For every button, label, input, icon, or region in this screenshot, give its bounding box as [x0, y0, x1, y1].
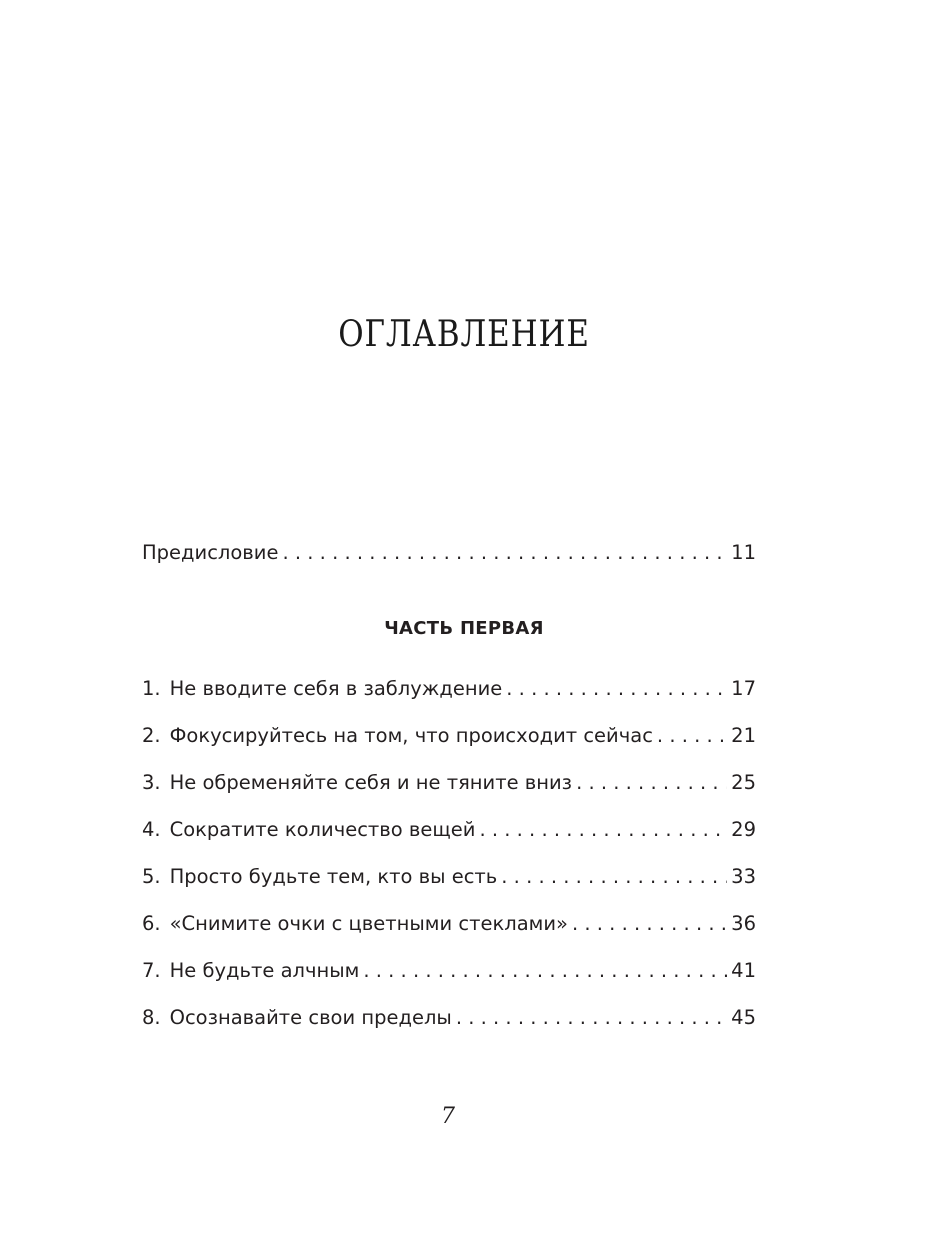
toc-entry-label: Не будьте алчным — [169, 959, 360, 982]
toc-entry-chapter-4[interactable] — [142, 818, 756, 842]
toc-entry-page: 33 — [731, 865, 756, 888]
dot-leader — [572, 912, 727, 936]
dot-leader — [479, 818, 727, 842]
toc-entry-label: Сократите количество вещей — [169, 818, 476, 841]
toc-entry-label: Фокусируйтесь на том, что происходит сейчас — [169, 724, 653, 747]
toc-entry-number: 8. — [142, 1006, 161, 1029]
toc-entry-chapter-6[interactable] — [142, 912, 756, 936]
toc-entry-number: 7. — [142, 959, 161, 982]
dot-leader — [657, 724, 727, 748]
toc-entry-page: 29 — [731, 818, 756, 841]
toc-entry-chapter-1[interactable] — [142, 677, 756, 701]
toc-entry-number: 5. — [142, 865, 161, 888]
toc-entry-label: «Снимите очки с цветными стеклами» — [169, 912, 568, 935]
toc-entry-label: Предисловие — [142, 541, 279, 564]
toc-entry-chapter-8[interactable] — [142, 1006, 756, 1030]
toc-entry-chapter-2[interactable] — [142, 724, 756, 748]
toc-entry-number: 6. — [142, 912, 161, 935]
toc-entry-label: Не обременяйте себя и не тяните вниз — [169, 771, 573, 794]
toc-entry-label: Осознавайте свои пределы — [169, 1006, 452, 1029]
toc-entry-page: 45 — [731, 1006, 756, 1029]
toc-entry-number: 4. — [142, 818, 161, 841]
page-title: ОГЛАВЛЕНИЕ — [338, 314, 590, 355]
toc-entry-number: 3. — [142, 771, 161, 794]
dot-leader — [501, 865, 727, 889]
toc-entry-page: 21 — [731, 724, 756, 747]
toc-entry-number: 1. — [142, 677, 161, 700]
toc-entry-chapter-7[interactable] — [142, 959, 756, 983]
dot-leader — [576, 771, 727, 795]
toc-entry-label: Не вводите себя в заблуждение — [169, 677, 503, 700]
toc-entry-preface[interactable] — [142, 541, 756, 565]
toc-entry-chapter-5[interactable] — [142, 865, 756, 889]
toc-entry-page: 25 — [731, 771, 756, 794]
toc-entry-label: Просто будьте тем, кто вы есть — [169, 865, 498, 888]
toc-entry-chapter-3[interactable] — [142, 771, 756, 795]
dot-leader — [282, 541, 727, 565]
toc-entry-page: 41 — [731, 959, 756, 982]
toc-entry-page: 11 — [731, 541, 756, 564]
toc-entry-page: 36 — [731, 912, 756, 935]
page-number: 7 — [441, 1104, 455, 1129]
dot-leader — [456, 1006, 727, 1030]
dot-leader — [363, 959, 727, 983]
dot-leader — [506, 677, 727, 701]
toc-entry-number: 2. — [142, 724, 161, 747]
part-heading: ЧАСТЬ ПЕРВАЯ — [384, 618, 544, 639]
toc-entry-page: 17 — [731, 677, 756, 700]
